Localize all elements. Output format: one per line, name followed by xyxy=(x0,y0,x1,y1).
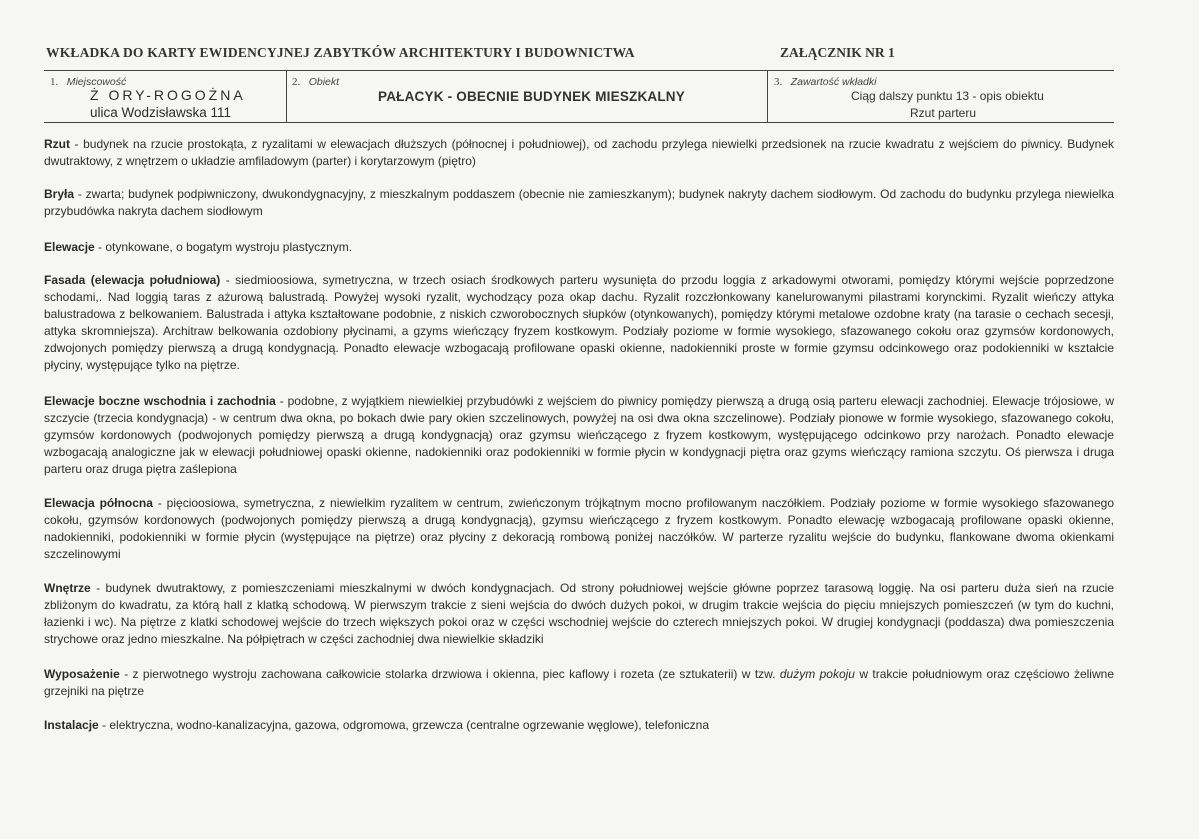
locality-number: 1. xyxy=(50,76,59,88)
section-text: - z pierwotnego wystroju zachowana całkowicie stolarka drzwiowa i okienna, piec kaflowy i rozeta (ze sztukaterii) w tzw. xyxy=(119,667,780,681)
contents-line1: Ciąg dalszy punktu 13 - opis obiektu xyxy=(851,89,1044,103)
object-number: 2. xyxy=(292,76,301,88)
contents-label: Zawartość wkładki xyxy=(790,76,877,88)
section-text: - zwarta; budynek podpiwniczony, dwukondygnacyjny, z mieszkalnym poddaszem (obecnie nie zamieszkanym); budynek nakryty dachem siodłowym. Od zachodu do budynku przylega niewielka przybudówka nakryta dachem siodłowym xyxy=(44,187,1114,218)
section-elewacje-boczne xyxy=(44,393,1114,478)
cell-divider xyxy=(286,70,287,122)
locality-label: Miejscowość xyxy=(66,76,127,88)
section-bryla xyxy=(44,186,1114,220)
section-text: - elektryczna, wodno-kanalizacyjna, gazowa, odgromowa, grzewcza (centralne ogrzewanie węglowe), telefoniczna xyxy=(98,718,710,732)
section-heading: Elewacja północna xyxy=(44,496,153,510)
contents-cell-header xyxy=(774,72,876,90)
section-text: - podobne, z wyjątkiem niewielkiej przybudówki z wejściem do piwnicy pomiędzy pierwszą a drugą osią parteru elewacji zachodniej. Elewacje trójosiowe, w szczycie (trzecia kondygnacja) - w centrum dwa okna, po bokach dwie pary okien szczelinowych, powyżej na osi dwa okna szczelinowe). Podziały pionowe w formie wysokiego, sfazowanego cokołu, gzymsów kordonowych (podwojonych pomiędzy pierwszą a drugą kondygnacją) oraz gzymsu wieńczącego z fryzem kostkowym, występującego odcinkowo przy narożach. Ponadto elewacje wzbogacają analogiczne jak w elewacji południowej opaski okienne, nadokienniki oraz podokienniki w formie płycin w kondygnacji piętra oraz gzyms wieńczący ramiona szczytu. Oś pierwsza i druga parteru oraz druga piętra zaślepiona xyxy=(44,394,1114,476)
section-text: - pięcioosiowa, symetryczna, z niewielkim ryzalitem w centrum, zwieńczonym trójkątnym mocno profilowanym naczółkiem. Podziały poziome w formie wysokiego sfazowanego cokołu, gzymsów kordonowych (podwojonych pomiędzy pierwszą a drugą kondygnacją), gzymsu wieńczącego z fryzem kostkowym. Ponadto elewację wzbogacają profilowane opaski okienne, nadokienniki, podokienniki w formie płycin (występujące na piętrze) oraz płyciny z dekoracją rombową poniżej naczółków. W parterze ryzalitu wejście do budynku, flankowane dwoma okienkami szczelinowymi xyxy=(44,496,1114,561)
section-text: w trakcie południowym oraz częściowo żeliwne grzejniki na piętrze xyxy=(44,667,1114,698)
section-heading: Wyposażenie xyxy=(44,667,120,681)
locality-street: ulica Wodzisławska 111 xyxy=(90,105,232,120)
contents-number: 3. xyxy=(774,76,783,88)
section-text: - siedmioosiowa, symetryczna, w trzech osiach środkowych parteru wysunięta do przodu loggia z arkadowymi otworami, pomiędzy którymi wejście poprzedzone schodami,. Nad loggią taras z ażurową balustradą. Powyżej wysoki ryzalit, wychodzący poza okap dachu. Ryzalit rozczłonkowany kanelurowanymi pilastrami korynckimi. Ryzalit wieńczy attyka balustradowa z belkowaniem. Balustrada i attyka kształtowane podobnie, z niskich czworobocznych słupków (otynkowanych), pomiędzy którymi metalowe ozdobne kraty (na tarasie o cechach secesji, attyka skromniejsza). Architraw belkowania ozdobiony płycinami, a gzyms wieńczący fryzem kostkowym. Podziały poziome w formie wysokiego, sfazowanego cokołu oraz gzymsów kordonowych, zdwojonych pomiędzy pierwszą a drugą kondygnacją. Ponadto elewacje wzbogacają profilowane opaski okienne, nadokienniki proste w formie gzymsu odcinkowego oraz podokienniki w kształcie płyciny, występujące tylko na piętrze. xyxy=(44,273,1115,372)
section-heading: Wnętrze xyxy=(44,581,91,595)
section-text: - otynkowane, o bogatym wystroju plastycznym. xyxy=(94,240,353,254)
section-heading: Rzut xyxy=(44,137,70,151)
table-bottom-rule xyxy=(44,122,1114,123)
document-title: WKŁADKA DO KARTY EWIDENCYJNEJ ZABYTKÓW ARCHITEKTURY I BUDOWNICTWA xyxy=(46,45,635,60)
description-body xyxy=(44,136,1114,734)
section-heading: Instalacje xyxy=(44,718,99,732)
section-rzut xyxy=(44,136,1114,170)
section-heading: Bryła xyxy=(44,187,75,201)
object-label: Obiekt xyxy=(308,76,340,88)
table-top-rule xyxy=(44,70,1114,71)
cell-divider xyxy=(767,70,768,122)
section-instalacje xyxy=(44,717,1114,734)
locality-name: Ż ORY-ROGOŻNA xyxy=(90,87,246,103)
section-wnetrze xyxy=(44,580,1114,648)
section-fasada xyxy=(44,272,1114,374)
section-heading: Fasada (elewacja południowa) xyxy=(44,273,221,287)
section-heading: Elewacje xyxy=(44,240,95,254)
section-text-italic: dużym pokoju xyxy=(779,667,855,681)
annex-label: ZAŁĄCZNIK NR 1 xyxy=(780,45,895,60)
section-text: - budynek dwutraktowy, z pomieszczeniami mieszkalnymi w dwóch kondygnacjach. Od strony południowej wejście główne poprzez tarasową loggię. Na osi parteru duża sień na rzucie zbliżonym do kwadratu, za którą hall z klatką schodową. W pierwszym trakcie z sieni wejścia do dwóch dużych pokoi, w drugim trakcie wejścia do pięciu mniejszych pomieszczeń (w tym do kuchni, łazienki i wc). Na piętrze z klatki schodowej wejście do trzech większych pokoi oraz w części wschodniej wejście do czterech mniejszych pokoi. W drugiej kondygnacji (poddasza) dwa pomieszczenia strychowe oraz jedno mieszkalne. Na półpiętrach w części zachodniej dwa niewielkie składziki xyxy=(44,581,1114,646)
section-elewacje xyxy=(44,239,1114,256)
section-text: - budynek na rzucie prostokąta, z ryzalitami w elewacjach dłuższych (północnej i południowej), od zachodu przylega niewielki przedsionek na rzucie kwadratu z wejściem do piwnicy. Budynek dwutraktowy, z wnętrzem o układzie amfiladowym (parter) i korytarzowym (piętro) xyxy=(44,137,1114,168)
section-heading: Elewacje boczne wschodnia i zachodnia xyxy=(44,394,276,408)
contents-line2: Rzut parteru xyxy=(910,106,977,120)
object-value: PAŁACYK - OBECNIE BUDYNEK MIESZKALNY xyxy=(378,89,685,104)
object-cell-header xyxy=(292,72,339,90)
section-elewacja-polnocna xyxy=(44,495,1114,563)
section-wyposazenie xyxy=(44,666,1114,700)
